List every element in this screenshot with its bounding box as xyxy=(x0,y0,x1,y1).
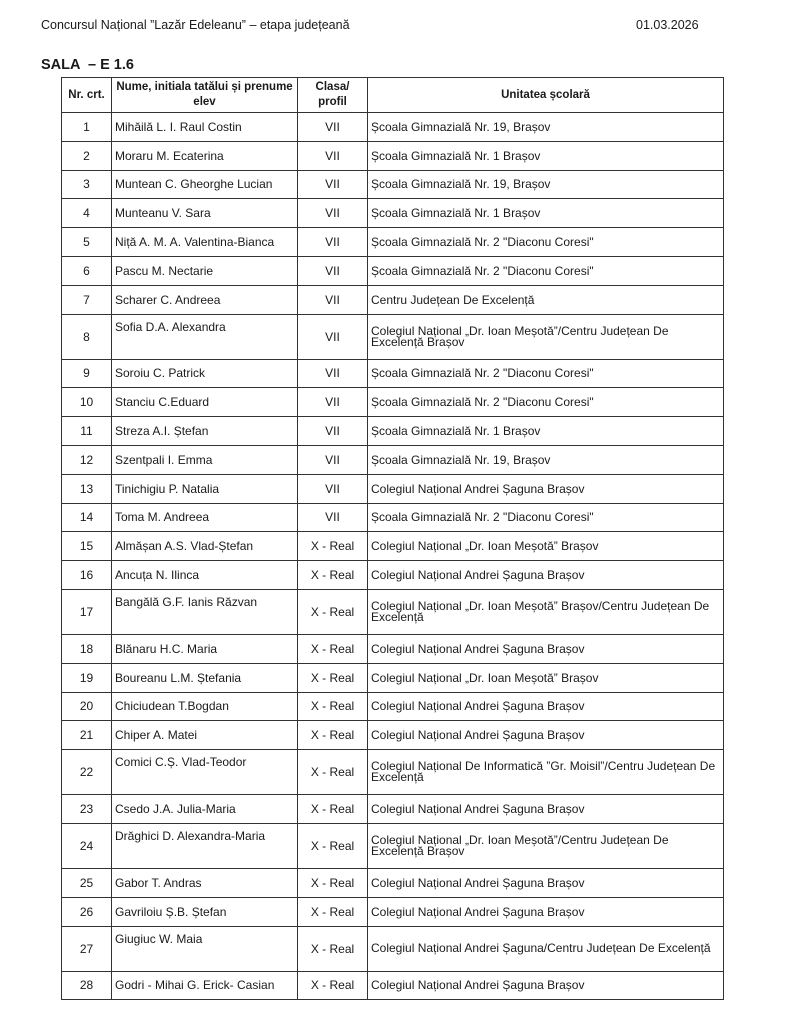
student-name-cell: Mihăilă L. I. Raul Costin xyxy=(112,113,298,142)
table-row xyxy=(62,388,724,417)
student-name-cell: Chiper A. Matei xyxy=(112,721,298,750)
school-cell: Colegiul Național Andrei Șaguna Brașov xyxy=(368,897,724,926)
student-name-cell: Almășan A.S. Vlad-Ștefan xyxy=(112,532,298,561)
table-row xyxy=(62,228,724,257)
school-cell: Școala Gimnazială Nr. 2 "Diaconu Coresi" xyxy=(368,256,724,285)
class-cell: X - Real xyxy=(298,926,368,971)
row-number-cell: 12 xyxy=(62,445,112,474)
student-name-cell: Blănaru H.C. Maria xyxy=(112,634,298,663)
student-name-cell: Csedo J.A. Julia-Maria xyxy=(112,795,298,824)
row-number-cell: 11 xyxy=(62,417,112,446)
room-heading: SALA – E 1.6 xyxy=(41,57,134,73)
table-row xyxy=(62,170,724,199)
class-cell: VII xyxy=(298,199,368,228)
school-cell: Centru Județean De Excelență xyxy=(368,285,724,314)
table-row xyxy=(62,532,724,561)
class-cell: VII xyxy=(298,359,368,388)
table-header-row xyxy=(62,78,724,113)
row-number-cell: 13 xyxy=(62,474,112,503)
row-number-cell: 6 xyxy=(62,256,112,285)
student-name-cell: Chiciudean T.Bogdan xyxy=(112,692,298,721)
row-number-cell: 23 xyxy=(62,795,112,824)
school-cell: Colegiul Național Andrei Șaguna Brașov xyxy=(368,795,724,824)
school-cell: Colegiul Național De Informatică ”Gr. Moisil”/Centru Județean De Excelență xyxy=(368,750,724,795)
table-row xyxy=(62,314,724,359)
table-row xyxy=(62,634,724,663)
student-name-cell: Streza A.I. Ștefan xyxy=(112,417,298,446)
table-row xyxy=(62,503,724,532)
school-cell: Școala Gimnazială Nr. 19, Brașov xyxy=(368,445,724,474)
table-row xyxy=(62,795,724,824)
class-cell: X - Real xyxy=(298,868,368,897)
row-number-cell: 7 xyxy=(62,285,112,314)
school-cell: Colegiul Național Andrei Șaguna/Centru Județean De Excelență xyxy=(368,926,724,971)
row-number-cell: 1 xyxy=(62,113,112,142)
school-cell: Colegiul Național „Dr. Ioan Meșotă”/Centru Județean De Excelență Brașov xyxy=(368,823,724,868)
table-row xyxy=(62,868,724,897)
student-name-cell: Gavriloiu Ș.B. Ștefan xyxy=(112,897,298,926)
student-name-cell: Sofia D.A. Alexandra xyxy=(112,314,298,359)
row-number-cell: 5 xyxy=(62,228,112,257)
column-header-nr: Nr. crt. xyxy=(62,78,112,113)
student-name-cell: Soroiu C. Patrick xyxy=(112,359,298,388)
class-cell: VII xyxy=(298,113,368,142)
student-name-cell: Niță A. M. A. Valentina-Bianca xyxy=(112,228,298,257)
class-cell: VII xyxy=(298,474,368,503)
school-cell: Colegiul Național Andrei Șaguna Brașov xyxy=(368,721,724,750)
row-number-cell: 24 xyxy=(62,823,112,868)
class-cell: X - Real xyxy=(298,897,368,926)
class-cell: VII xyxy=(298,388,368,417)
school-cell: Școala Gimnazială Nr. 2 "Diaconu Coresi" xyxy=(368,503,724,532)
table-row xyxy=(62,721,724,750)
row-number-cell: 25 xyxy=(62,868,112,897)
class-cell: X - Real xyxy=(298,692,368,721)
school-cell: Colegiul Național Andrei Șaguna Brașov xyxy=(368,868,724,897)
row-number-cell: 14 xyxy=(62,503,112,532)
school-cell: Școala Gimnazială Nr. 2 "Diaconu Coresi" xyxy=(368,359,724,388)
column-header-class: Clasa/ profil xyxy=(298,78,368,113)
student-name-cell: Munteanu V. Sara xyxy=(112,199,298,228)
class-cell: VII xyxy=(298,141,368,170)
student-name-cell: Szentpali I. Emma xyxy=(112,445,298,474)
class-cell: X - Real xyxy=(298,750,368,795)
student-name-cell: Moraru M. Ecaterina xyxy=(112,141,298,170)
class-cell: X - Real xyxy=(298,532,368,561)
school-cell: Colegiul Național „Dr. Ioan Meșotă” Brașov xyxy=(368,532,724,561)
class-cell: VII xyxy=(298,228,368,257)
class-cell: X - Real xyxy=(298,663,368,692)
school-cell: Școala Gimnazială Nr. 1 Brașov xyxy=(368,199,724,228)
school-cell: Colegiul Național „Dr. Ioan Meșotă” Brașov xyxy=(368,663,724,692)
class-cell: X - Real xyxy=(298,721,368,750)
document-date: 01.03.2026 xyxy=(636,18,699,32)
class-cell: VII xyxy=(298,503,368,532)
row-number-cell: 27 xyxy=(62,926,112,971)
table-row xyxy=(62,417,724,446)
table-row xyxy=(62,199,724,228)
class-cell: X - Real xyxy=(298,634,368,663)
school-cell: Școala Gimnazială Nr. 1 Brașov xyxy=(368,141,724,170)
student-name-cell: Drăghici D. Alexandra-Maria xyxy=(112,823,298,868)
row-number-cell: 28 xyxy=(62,971,112,1000)
class-cell: VII xyxy=(298,285,368,314)
student-name-cell: Comici C.Ș. Vlad-Teodor xyxy=(112,750,298,795)
row-number-cell: 26 xyxy=(62,897,112,926)
student-name-cell: Stanciu C.Eduard xyxy=(112,388,298,417)
table-row xyxy=(62,823,724,868)
class-cell: X - Real xyxy=(298,823,368,868)
column-header-name: Nume, initiala tatălui și prenume elev xyxy=(112,78,298,113)
class-cell: X - Real xyxy=(298,561,368,590)
class-cell: VII xyxy=(298,445,368,474)
student-name-cell: Giugiuc W. Maia xyxy=(112,926,298,971)
row-number-cell: 3 xyxy=(62,170,112,199)
row-number-cell: 15 xyxy=(62,532,112,561)
student-name-cell: Toma M. Andreea xyxy=(112,503,298,532)
table-row xyxy=(62,971,724,1000)
row-number-cell: 16 xyxy=(62,561,112,590)
student-name-cell: Tinichigiu P. Natalia xyxy=(112,474,298,503)
school-cell: Școala Gimnazială Nr. 19, Brașov xyxy=(368,113,724,142)
student-name-cell: Pascu M. Nectarie xyxy=(112,256,298,285)
student-name-cell: Bangălă G.F. Ianis Răzvan xyxy=(112,589,298,634)
class-cell: VII xyxy=(298,417,368,446)
row-number-cell: 4 xyxy=(62,199,112,228)
student-name-cell: Muntean C. Gheorghe Lucian xyxy=(112,170,298,199)
row-number-cell: 20 xyxy=(62,692,112,721)
column-header-school: Unitatea școlară xyxy=(368,78,724,113)
table-row xyxy=(62,897,724,926)
school-cell: Colegiul Național „Dr. Ioan Meșotă”/Centru Județean De Excelență Brașov xyxy=(368,314,724,359)
table-row xyxy=(62,113,724,142)
row-number-cell: 19 xyxy=(62,663,112,692)
table-row xyxy=(62,750,724,795)
table-row xyxy=(62,926,724,971)
school-cell: Colegiul Național Andrei Șaguna Brașov xyxy=(368,971,724,1000)
school-cell: Școala Gimnazială Nr. 1 Brașov xyxy=(368,417,724,446)
row-number-cell: 10 xyxy=(62,388,112,417)
table-row xyxy=(62,474,724,503)
school-cell: Școala Gimnazială Nr. 19, Brașov xyxy=(368,170,724,199)
row-number-cell: 17 xyxy=(62,589,112,634)
school-cell: Colegiul Național Andrei Șaguna Brașov xyxy=(368,561,724,590)
table-row xyxy=(62,445,724,474)
student-name-cell: Boureanu L.M. Ștefania xyxy=(112,663,298,692)
participants-table xyxy=(61,77,724,1000)
row-number-cell: 18 xyxy=(62,634,112,663)
student-name-cell: Ancuța N. Ilinca xyxy=(112,561,298,590)
table-row xyxy=(62,285,724,314)
class-cell: VII xyxy=(298,170,368,199)
student-name-cell: Gabor T. Andras xyxy=(112,868,298,897)
table-row xyxy=(62,692,724,721)
row-number-cell: 8 xyxy=(62,314,112,359)
class-cell: X - Real xyxy=(298,589,368,634)
table-row xyxy=(62,663,724,692)
table-row xyxy=(62,359,724,388)
student-name-cell: Godri - Mihai G. Erick- Casian xyxy=(112,971,298,1000)
table-row xyxy=(62,256,724,285)
class-cell: VII xyxy=(298,314,368,359)
document-title: Concursul Național ”Lazăr Edeleanu” – etapa județeană xyxy=(41,18,350,32)
row-number-cell: 22 xyxy=(62,750,112,795)
row-number-cell: 2 xyxy=(62,141,112,170)
school-cell: Colegiul Național Andrei Șaguna Brașov xyxy=(368,692,724,721)
class-cell: X - Real xyxy=(298,795,368,824)
row-number-cell: 9 xyxy=(62,359,112,388)
table-row xyxy=(62,141,724,170)
class-cell: X - Real xyxy=(298,971,368,1000)
table-row xyxy=(62,589,724,634)
school-cell: Colegiul Național „Dr. Ioan Meșotă” Brașov/Centru Județean De Excelență xyxy=(368,589,724,634)
class-cell: VII xyxy=(298,256,368,285)
school-cell: Colegiul Național Andrei Șaguna Brașov xyxy=(368,634,724,663)
school-cell: Școala Gimnazială Nr. 2 "Diaconu Coresi" xyxy=(368,388,724,417)
school-cell: Colegiul Național Andrei Șaguna Brașov xyxy=(368,474,724,503)
school-cell: Școala Gimnazială Nr. 2 "Diaconu Coresi" xyxy=(368,228,724,257)
row-number-cell: 21 xyxy=(62,721,112,750)
student-name-cell: Scharer C. Andreea xyxy=(112,285,298,314)
table-row xyxy=(62,561,724,590)
